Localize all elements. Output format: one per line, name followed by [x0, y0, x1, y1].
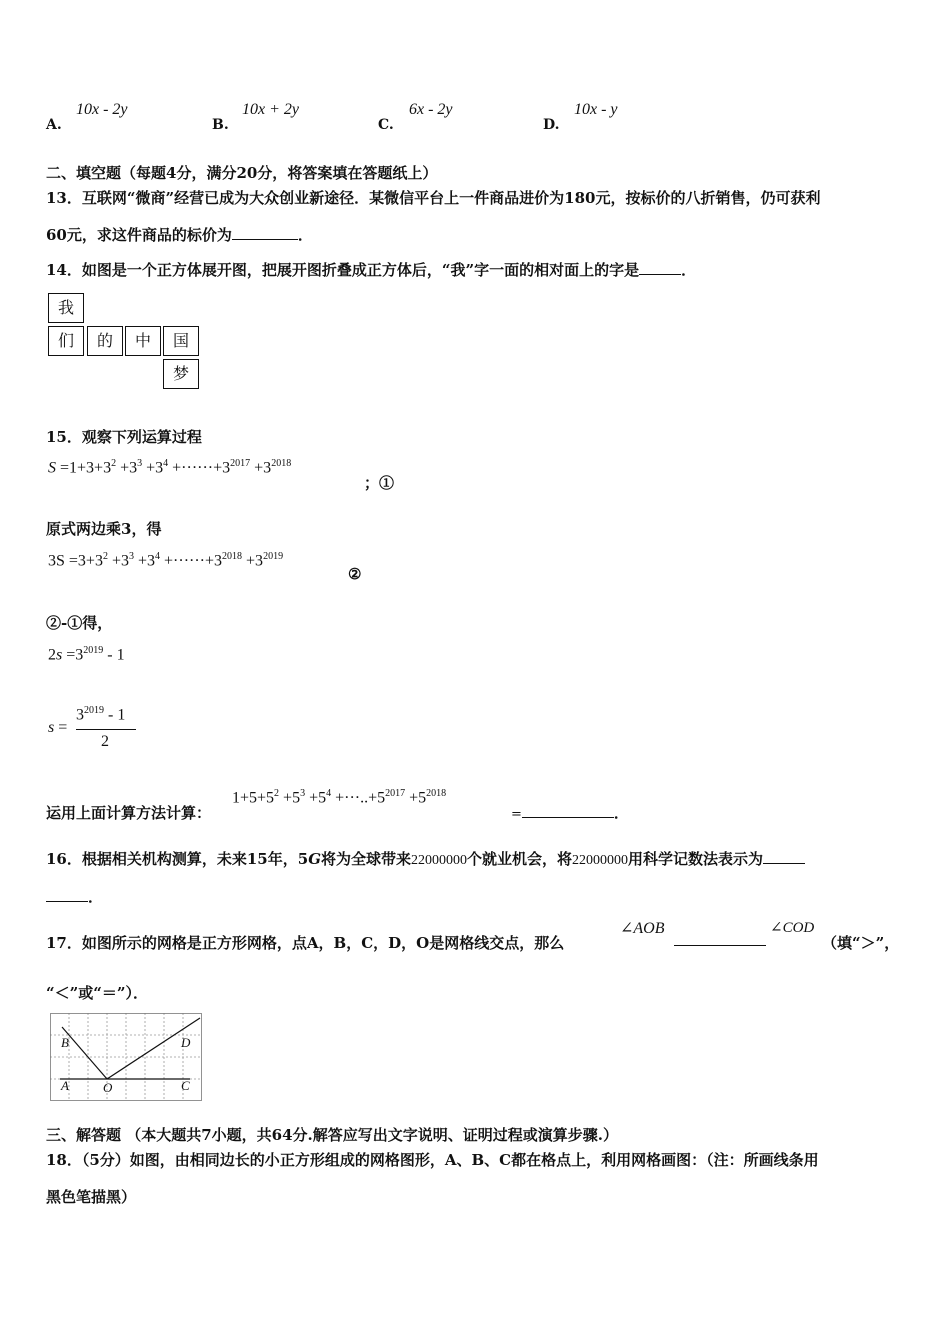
q17-answer-blank[interactable] — [674, 945, 766, 946]
q16-answer-blank-2[interactable] — [46, 887, 88, 902]
q15-equation-5: $1+5+5^2 +5^3 +5^4 +\cdot\cdot\cdot..+5^{2017} +5^{2018}$ — [232, 788, 447, 807]
q18-line2: 黑色笔描黑） — [46, 1188, 137, 1206]
q16-num1: 22000000 — [411, 853, 468, 868]
option-b-letter: B. — [212, 117, 229, 133]
option-a-expr: 10x - 2y — [76, 101, 128, 118]
q15-eq2-mark: ② — [348, 565, 362, 583]
q15-equation-3: $2s =3^{2019} - 1$ — [48, 645, 125, 664]
q14-answer-blank[interactable] — [639, 260, 681, 275]
options-row — [0, 95, 950, 135]
q15-equation-4: s = $3^{2019} - 1$ 2 — [48, 705, 148, 755]
q17-grid-figure — [50, 1013, 202, 1101]
q17-grid-svg — [50, 1013, 202, 1101]
q14-text-line — [46, 259, 696, 280]
q15-eq-sign: = — [511, 807, 522, 822]
net-cell-de: 的 — [87, 326, 123, 356]
option-c-letter: C. — [378, 117, 394, 133]
q15-answer-blank[interactable] — [522, 803, 614, 818]
section3-heading: 三、解答题 （本大题共7小题，共64分.解答应写出文字说明、证明过程或演算步骤.） — [46, 1126, 618, 1144]
q15-multiply-text: 原式两边乘3，得 — [46, 520, 162, 538]
q16-part3: 个就业机会，将 — [467, 850, 573, 868]
q16-end: ． — [88, 888, 104, 906]
net-cell-men: 们 — [48, 326, 84, 356]
q16-part2: 将为全球带来 — [321, 850, 412, 868]
q14-text: 14．如图是一个正方体展开图，把展开图折叠成正方体后，“我”字一面的相对面上的字是 — [46, 261, 640, 279]
option-d-letter: D. — [543, 117, 560, 133]
net-cell-guo: 国 — [163, 326, 199, 356]
grid-label-o: O — [103, 1080, 113, 1095]
q15-diff-text: ②-①得， — [46, 614, 113, 632]
q15-equation-1: $S =1+3+3^2 +3^3 +3^4 +\cdot\cdot\cdot\cdot\cdot\cdot+3^{2017} +3^{2018}$ — [48, 458, 292, 477]
q16-part4: 用科学记数法表示为 — [628, 850, 764, 868]
q16-g: G — [308, 850, 321, 868]
option-d-expr: 10x - y — [574, 101, 618, 118]
q13-line1: 13．互联网“微商”经营已成为大众创业新途径．某微信平台上一件商品进价为180元，按标价的八折销售，仍可获利 — [46, 189, 821, 207]
q16-line2 — [46, 886, 103, 907]
q13-text: 60元，求这件商品的标价为 — [46, 226, 232, 244]
q16-part1: 16．根据相关机构测算，未来15年，5 — [46, 850, 309, 868]
q15-answer-line — [511, 802, 629, 823]
option-a-letter: A. — [46, 117, 62, 133]
q14-end: ． — [681, 261, 697, 279]
q16-line1 — [46, 848, 805, 869]
q13-end: ． — [297, 226, 313, 244]
grid-label-c: C — [181, 1078, 190, 1093]
q15-title: 15．观察下列运算过程 — [46, 428, 202, 446]
q17-angle-aob: ∠AOB — [620, 920, 665, 937]
grid-label-a: A — [61, 1078, 69, 1093]
net-cell-wo: 我 — [48, 293, 84, 323]
option-b-expr: 10x + 2y — [242, 101, 299, 118]
grid-label-b: B — [61, 1035, 69, 1050]
q17-fill-text: （填“＞”， — [822, 934, 900, 952]
option-c-expr: 6x - 2y — [409, 101, 453, 118]
q16-answer-blank-1[interactable] — [763, 849, 805, 864]
q15-apply-text: 运用上面计算方法计算： — [46, 804, 212, 822]
q13-line2 — [46, 224, 313, 245]
q15-equation-2: $3S =3+3^2 +3^3 +3^4 +\cdot\cdot\cdot\cdot\cdot\cdot+3^{2018} +3^{2019}$ — [48, 551, 284, 570]
net-cell-meng: 梦 — [163, 359, 199, 389]
q16-num2: 22000000 — [572, 853, 629, 868]
section2-heading: 二、填空题（每题4分，满分20分，将答案填在答题纸上） — [46, 164, 438, 182]
grid-label-d: D — [181, 1035, 191, 1050]
q17-angle-cod: ∠COD — [770, 920, 815, 936]
q18-line1: 18．（5分）如图，由相同边长的小正方形组成的网格图形，A、B、C都在格点上，利用网格画图：（注：所画线条用 — [46, 1151, 819, 1169]
q15-eq1-mark: ；① — [364, 474, 395, 492]
net-cell-zhong: 中 — [125, 326, 161, 356]
q17-line1: 17．如图所示的网格是正方形网格，点A，B，C，D，O是网格线交点，那么 — [46, 934, 565, 952]
q15-end: ． — [613, 804, 629, 822]
q17-line2: “＜”或“＝”）． — [46, 984, 149, 1002]
q13-answer-blank[interactable] — [232, 225, 298, 240]
cube-net-figure — [48, 293, 204, 393]
